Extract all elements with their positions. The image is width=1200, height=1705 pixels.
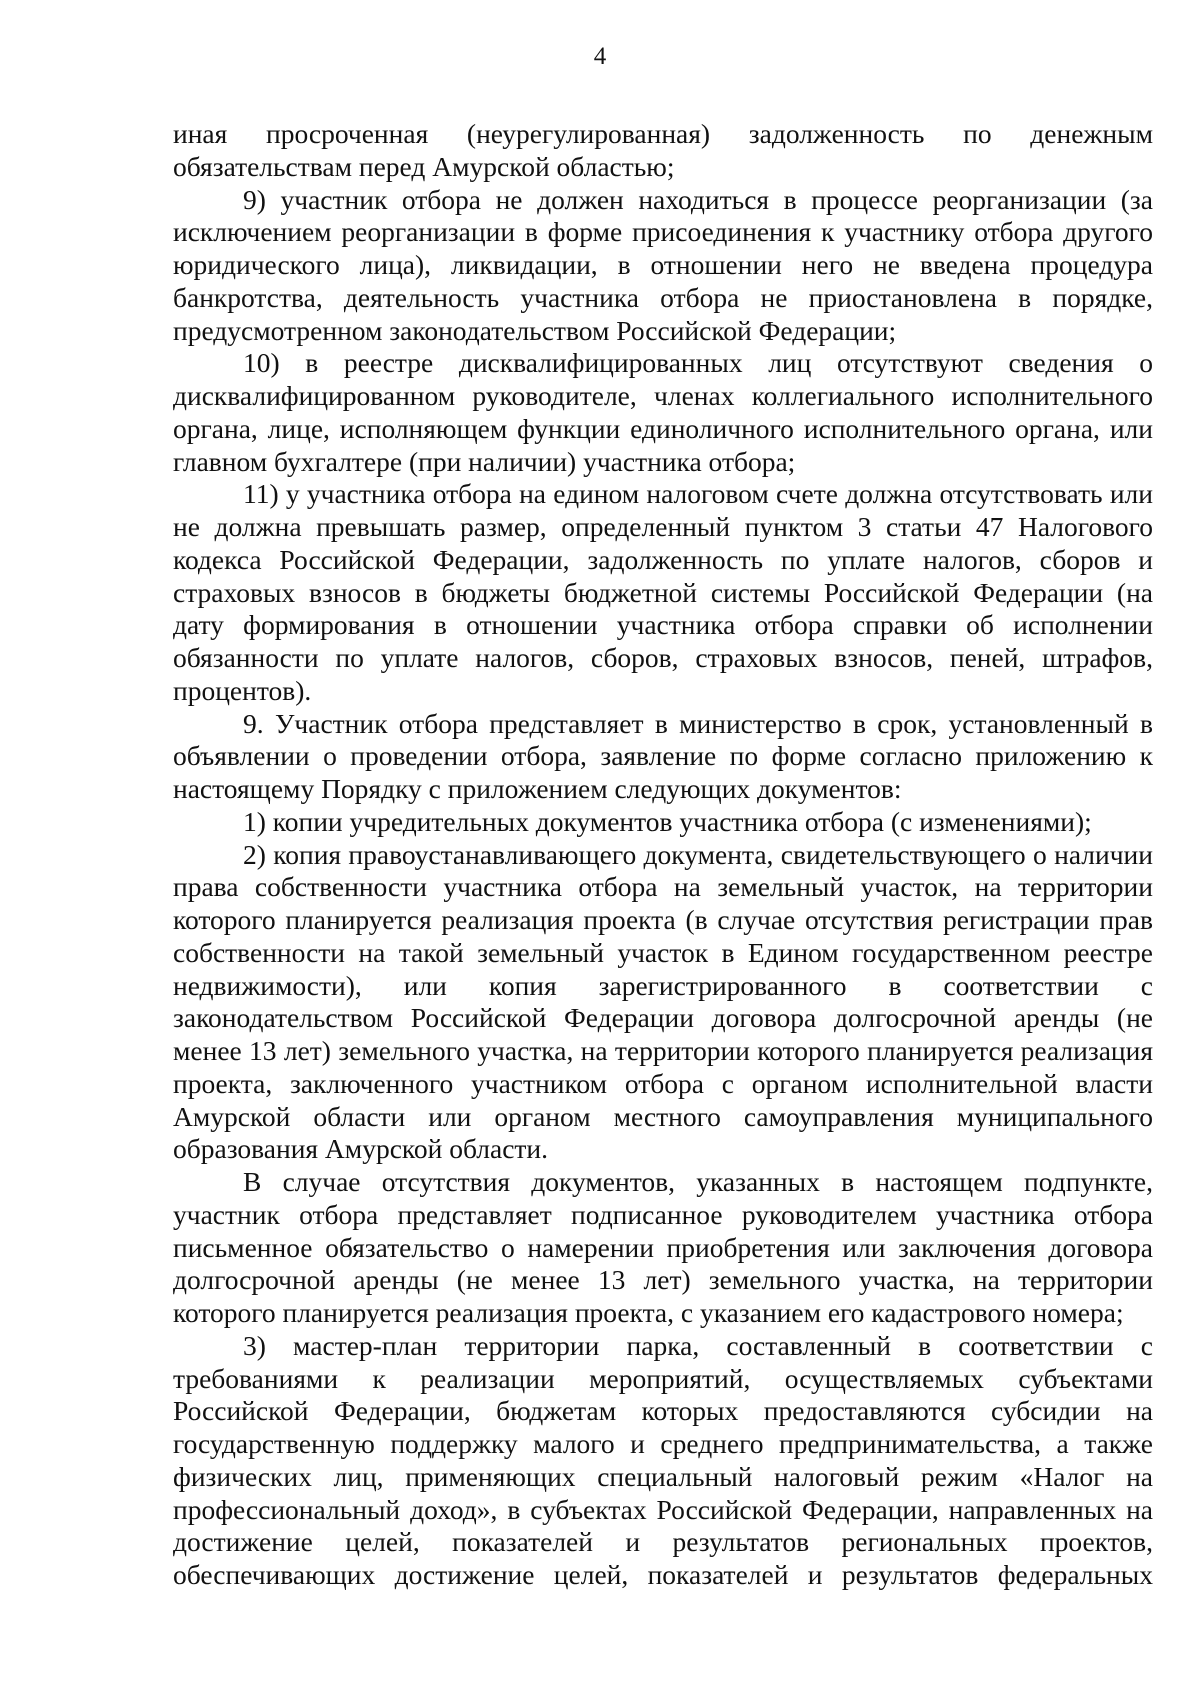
paragraph-debt-continuation: иная просроченная (неурегулированная) задолженность по денежным обязательствам перед Амурской областью; — [173, 118, 1153, 182]
paragraph-subitem-3-master-plan: 3) мастер-план территории парка, составленный в соответствии с требованиями к реализации мероприятий, осуществляемых субъектами Российской Федерации, бюджетам которых предоставляются субсидии на государственную поддержку малого и среднего предпринимательства, а также физических лиц, применяющих специальный налоговый режим «Налог на профессиональный доход», в субъектах Российской Федерации, направленных на достижение целей, показателей и результатов региональных проектов, обеспечивающих достижение целей, показателей и результатов федеральных — [173, 1329, 1153, 1590]
paragraph-subitem-1-founding-docs: 1) копии учредительных документов участника отбора (с изменениями); — [243, 805, 1092, 837]
paragraph-absent-documents: В случае отсутствия документов, указанных в настоящем подпункте, участник отбора представляет подписанное руководителем участника отбора письменное обязательство о намерении приобретения или заключения договора долгосрочной аренды (не менее 13 лет) земельного участка, на территории которого планируется реализация проекта, с указанием его кадастрового номера; — [173, 1166, 1153, 1328]
paragraph-item-11-tax-account: 11) у участника отбора на едином налоговом счете должна отсутствовать или не должна превышать размер, определенный пунктом 3 статьи 47 Налогового кодекса Российской Федерации, задолженность по уплате налогов, сборов и страховых взносов в бюджеты бюджетной системы Российской Федерации (на дату формирования в отношении участника отбора справки об исполнении обязанности по уплате налогов, сборов, страховых взносов, пеней, штрафов, процентов). — [173, 478, 1153, 706]
document-body — [173, 118, 1153, 1592]
page-number: 4 — [593, 43, 607, 70]
paragraph-subitem-2-land-title: 2) копия правоустанавливающего документа, свидетельствующего о наличии права собственности участника отбора на земельный участок, на территории которого планируется реализация проекта (в случае отсутствия регистрации прав собственности на такой земельный участок в Едином государственном реестре недвижимости), или копия зарегистрированного в соответствии с законодательством Российской Федерации договора долгосрочной аренды (не менее 13 лет) земельного участка, на территории которого планируется реализация проекта, заключенного участником отбора с органом исполнительной власти Амурской области или органом местного самоуправления муниципального образования Амурской области. — [173, 838, 1153, 1165]
paragraph-item-9-reorganization: 9) участник отбора не должен находиться в процессе реорганизации (за исключением реорганизации в форме присоединения к участнику отбора другого юридического лица), ликвидации, в отношении него не введена процедура банкротства, деятельность участника отбора не приостановлена в порядке, предусмотренном законодательством Российской Федерации; — [173, 183, 1153, 346]
paragraph-item-10-disqualified: 10) в реестре дисквалифицированных лиц отсутствуют сведения о дисквалифицированном руководителе, членах коллегиального исполнительного органа, лице, исполняющем функции единоличного исполнительного органа, или главном бухгалтере (при наличии) участника отбора; — [173, 347, 1153, 477]
paragraph-clause-9-application: 9. Участник отбора представляет в министерство в срок, установленный в объявлении о проведении отбора, заявление по форме согласно приложению к настоящему Порядку с приложением следующих документов: — [173, 707, 1153, 804]
